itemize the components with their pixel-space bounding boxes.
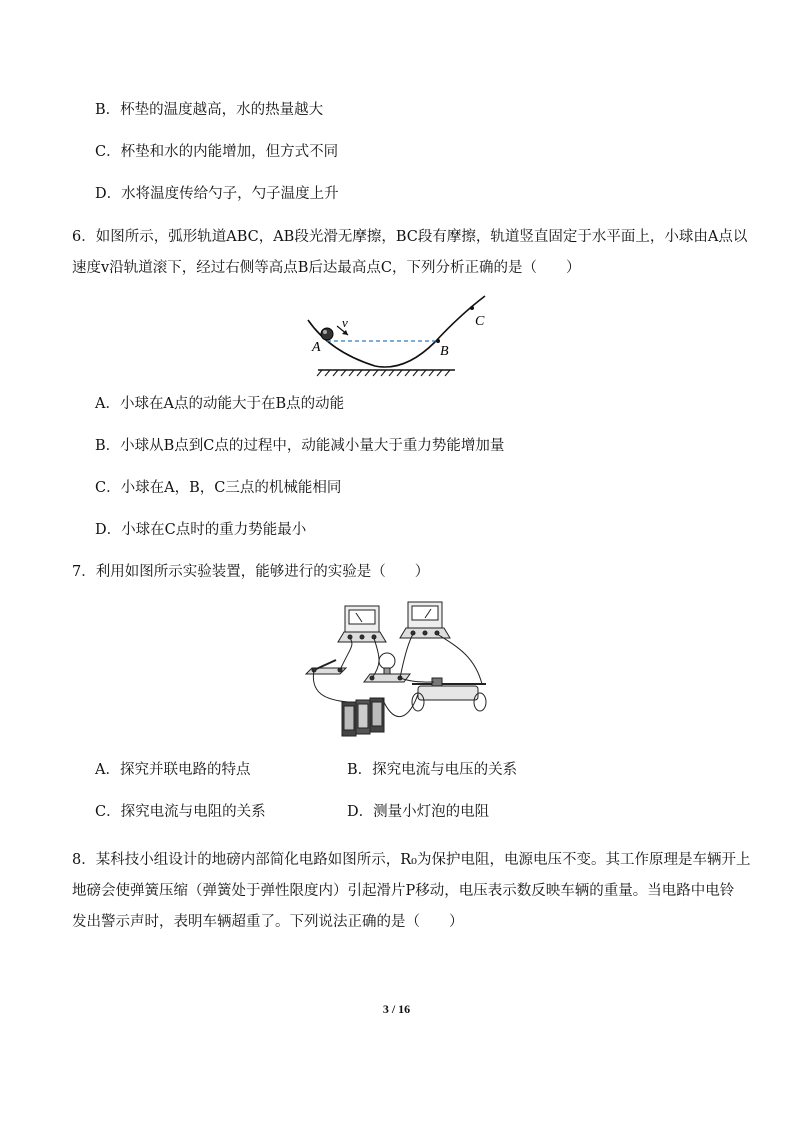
q7-option-c: C．探究电流与电阻的关系 — [95, 804, 266, 820]
q6-option-c: C．小球在A，B，C三点的机械能相同 — [95, 480, 342, 496]
label-b: B — [440, 344, 449, 359]
q6-track-figure — [300, 290, 500, 380]
battery — [342, 698, 384, 736]
switch — [306, 660, 346, 674]
lamp — [364, 653, 410, 682]
rheostat — [412, 678, 486, 711]
q6-option-a: A．小球在A点的动能大于在B点的动能 — [95, 396, 345, 412]
q6-option-d: D．小球在C点时的重力势能最小 — [95, 522, 307, 538]
q7-option-d: D．测量小灯泡的电阻 — [347, 804, 490, 820]
label-c: C — [475, 314, 485, 329]
arc-track — [308, 296, 485, 367]
voltmeter — [338, 606, 386, 642]
q5-option-c: C．杯垫和水的内能增加，但方式不同 — [95, 144, 339, 160]
label-a: A — [312, 340, 321, 355]
ammeter — [400, 602, 450, 638]
q6-option-b: B．小球从B点到C点的过程中，动能减小量大于重力势能增加量 — [95, 438, 505, 454]
q6-stem-line2: 速度v沿轨道滚下，经过右侧等高点B后达最高点C，下列分析正确的是（ ） — [72, 260, 581, 276]
q8-stem-line2: 地磅会使弹簧压缩（弹簧处于弹性限度内）引起滑片P移动，电压表示数反映车辆的重量。当电路中电铃 — [72, 883, 735, 899]
q8-stem-line3: 发出警示声时，表明车辆超重了。下列说法正确的是（ ） — [72, 914, 464, 930]
q7-option-a: A．探究并联电路的特点 — [95, 762, 251, 778]
ball — [321, 328, 333, 340]
q8-stem-line1: 8．某科技小组设计的地磅内部简化电路如图所示，R₀为保护电阻，电源电压不变。其工作原理是车辆开上 — [72, 852, 751, 868]
q7-circuit-figure — [300, 598, 495, 743]
q5-option-b: B．杯垫的温度越高，水的热量越大 — [95, 102, 324, 118]
q5-option-d: D．水将温度传给勺子，勺子温度上升 — [95, 186, 339, 202]
q6-stem-line1: 6．如图所示，弧形轨道ABC，AB段光滑无摩擦，BC段有摩擦，轨道竖直固定于水平面上，小球由A点以 — [72, 229, 748, 245]
q7-stem: 7．利用如图所示实验装置，能够进行的实验是（ ） — [72, 564, 430, 580]
label-v: v — [342, 315, 348, 330]
page-number: 3 / 16 — [382, 1002, 411, 1016]
q7-option-b: B．探究电流与电压的关系 — [347, 762, 518, 778]
